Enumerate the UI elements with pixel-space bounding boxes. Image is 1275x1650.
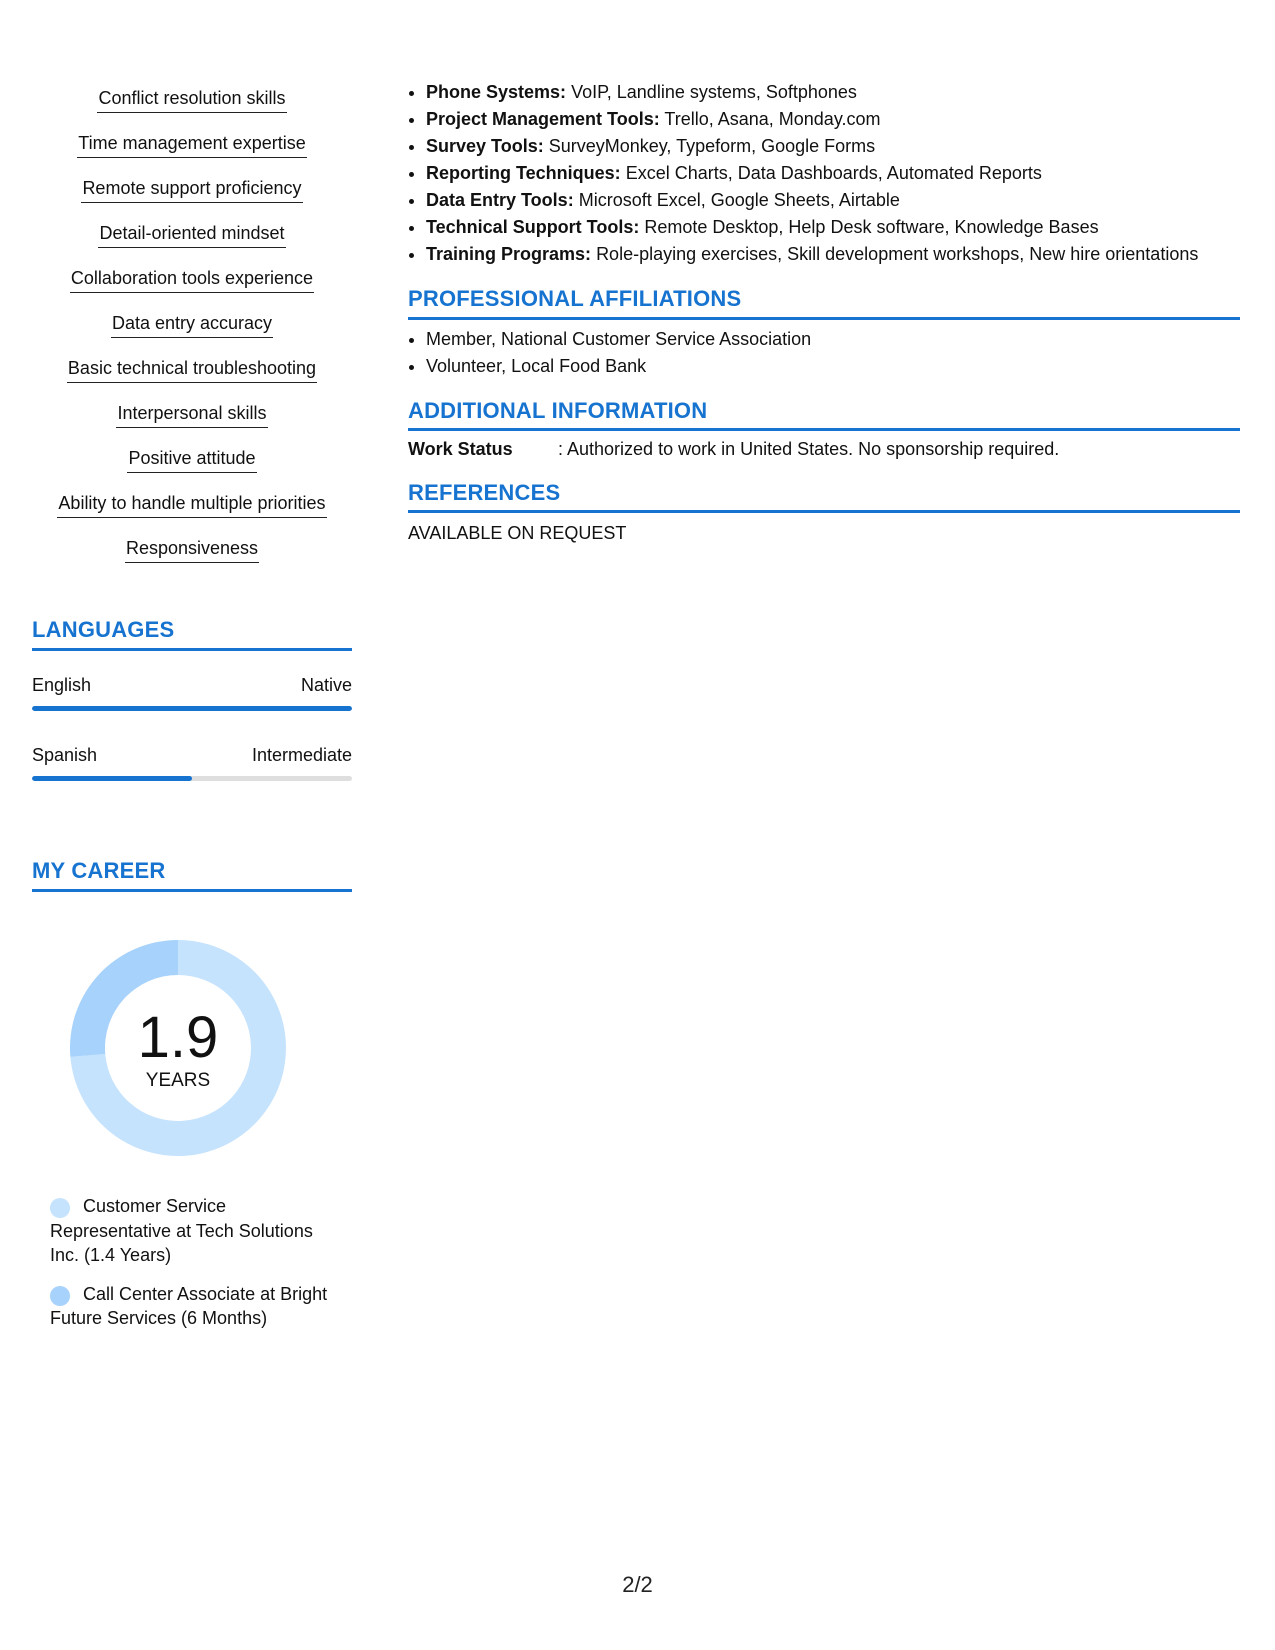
language-level: Intermediate — [251, 745, 352, 765]
tool-item — [426, 79, 1240, 106]
work-status-label: Work Status — [408, 439, 513, 459]
career-total-unit: YEARS — [145, 1070, 211, 1091]
references-divider — [408, 510, 1240, 513]
skills-list — [32, 85, 352, 580]
tool-item — [426, 160, 1240, 187]
tool-values: VoIP, Landline systems, Softphones — [571, 82, 857, 102]
tool-category: Phone Systems: — [426, 82, 567, 102]
career-donut-chart — [65, 935, 291, 1161]
work-status-value: : Authorized to work in United States. No sponsorship required. — [558, 439, 1060, 459]
language-name: English — [32, 675, 92, 695]
affiliation-item: • Volunteer, Local Food Bank — [426, 353, 1240, 380]
career-legend-label: Customer Service Representative at Tech Solutions Inc. (1.4 Years) — [50, 1196, 313, 1265]
language-name: Spanish — [32, 745, 98, 765]
skill-item — [32, 130, 352, 175]
career-title: MY CAREER — [32, 858, 166, 883]
tool-values: Excel Charts, Data Dashboards, Automated Reports — [625, 163, 1042, 183]
affiliations-title: PROFESSIONAL AFFILIATIONS — [408, 286, 742, 311]
skill-item — [32, 355, 352, 400]
skill-label: Detail-oriented mindset — [98, 220, 285, 248]
tool-category: Technical Support Tools: — [426, 217, 640, 237]
career-legend — [50, 1194, 340, 1345]
skill-item — [32, 175, 352, 220]
tool-category: Project Management Tools: — [426, 109, 660, 129]
legend-dot-icon — [50, 1198, 70, 1218]
tools-list — [408, 79, 1240, 268]
tool-item — [426, 214, 1240, 241]
skill-item — [32, 220, 352, 265]
skill-label: Responsiveness — [125, 535, 259, 563]
tool-item — [426, 133, 1240, 160]
career-divider — [32, 889, 352, 892]
tool-values: Role-playing exercises, Skill development workshops, New hire orientations — [596, 244, 1199, 264]
references-title: REFERENCES — [408, 480, 561, 505]
tool-item — [426, 106, 1240, 133]
language-proficiency-fill — [32, 776, 192, 781]
skill-item — [32, 400, 352, 445]
tool-values: Remote Desktop, Help Desk software, Knowledge Bases — [644, 217, 1099, 237]
references-text: AVAILABLE ON REQUEST — [408, 523, 627, 543]
language-level: Native — [300, 675, 352, 695]
tool-category: Survey Tools: — [426, 136, 544, 156]
additional-info-title: ADDITIONAL INFORMATION — [408, 398, 708, 423]
career-total — [65, 935, 291, 1161]
skill-label: Time management expertise — [77, 130, 306, 158]
skill-label: Positive attitude — [127, 445, 256, 473]
language-proficiency-fill — [32, 706, 352, 711]
language-proficiency-bar — [32, 776, 352, 781]
tool-item — [426, 187, 1240, 214]
skill-label: Conflict resolution skills — [97, 85, 286, 113]
career-legend-item — [50, 1194, 340, 1268]
skill-label: Data entry accuracy — [111, 310, 273, 338]
skill-item — [32, 445, 352, 490]
tool-values: Microsoft Excel, Google Sheets, Airtable — [578, 190, 900, 210]
skill-label: Basic technical troubleshooting — [67, 355, 317, 383]
tool-values: SurveyMonkey, Typeform, Google Forms — [548, 136, 876, 156]
affiliation-item: • Member, National Customer Service Association — [426, 326, 1240, 353]
affiliations-divider — [408, 317, 1240, 320]
career-total-value: 1.9 — [137, 1005, 219, 1070]
skill-label: Ability to handle multiple priorities — [57, 490, 326, 518]
tool-category: Data Entry Tools: — [426, 190, 574, 210]
skill-label: Interpersonal skills — [116, 400, 267, 428]
skill-item — [32, 265, 352, 310]
languages-title: LANGUAGES — [32, 617, 175, 642]
tool-values: Trello, Asana, Monday.com — [664, 109, 881, 129]
languages-divider — [32, 648, 352, 651]
page-number: 2/2 — [622, 1572, 653, 1597]
skill-item — [32, 85, 352, 130]
tool-item — [426, 241, 1240, 268]
career-legend-item — [50, 1282, 340, 1331]
tool-category: Training Programs: — [426, 244, 592, 264]
skill-item — [32, 310, 352, 355]
career-legend-label: Call Center Associate at Bright Future Services (6 Months) — [50, 1283, 328, 1328]
additional-info-divider — [408, 428, 1240, 431]
language-proficiency-bar — [32, 706, 352, 711]
tool-category: Reporting Techniques: — [426, 163, 621, 183]
affiliations-list — [408, 326, 1240, 380]
legend-dot-icon — [50, 1286, 70, 1306]
skill-item — [32, 535, 352, 580]
skill-label: Remote support proficiency — [81, 175, 302, 203]
skill-item — [32, 490, 352, 535]
skill-label: Collaboration tools experience — [70, 265, 314, 293]
